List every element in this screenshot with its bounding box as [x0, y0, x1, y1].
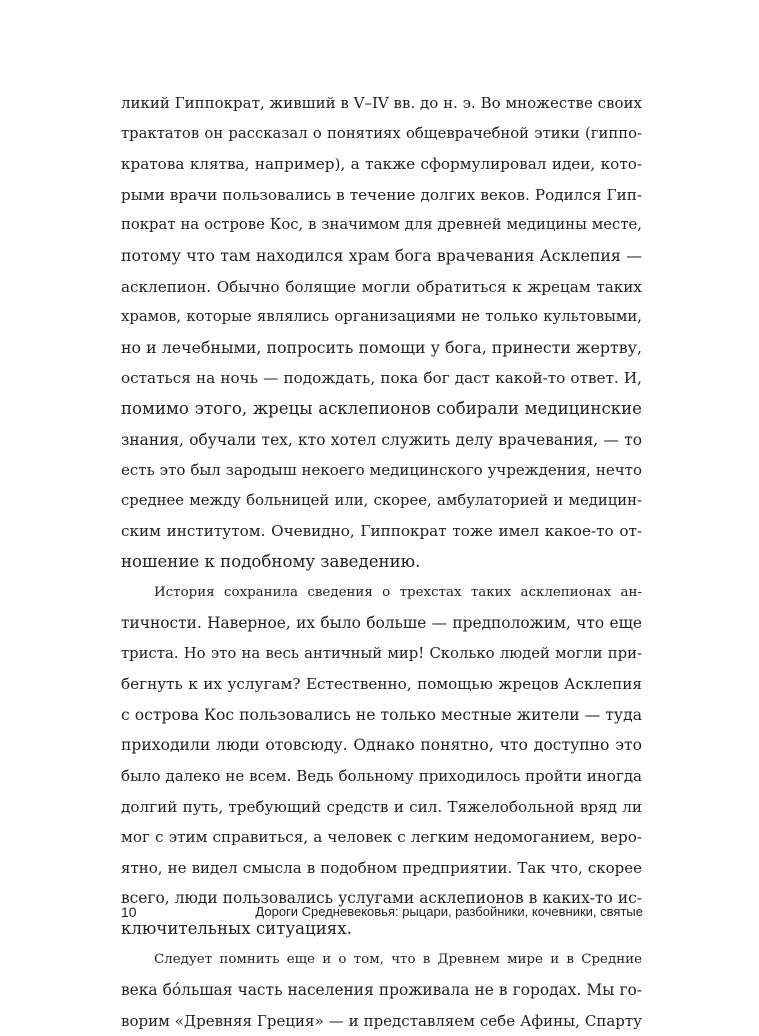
text-line: было далеко не всем. Ведь больному приходилось пройти иногда — [121, 767, 642, 786]
text-line: Следует помнить еще и о том, что в Древнем мире и в Средние — [154, 951, 642, 967]
text-line: остаться на ночь — подождать, пока бог даст какой-то ответ. И, — [121, 369, 642, 388]
text-line: с острова Кос пользовались не только местные жители — туда — [121, 705, 642, 724]
text-line: ношение к подобному заведению. — [121, 551, 421, 571]
running-title: Дороги Средневековья: рыцари, разбойники, кочевники, святые — [255, 904, 643, 919]
text-line: долгий путь, требующий средств и сил. Тяжелобольной вряд ли — [121, 797, 642, 816]
text-line: но и лечебными, попросить помощи у бога, принести жертву, — [121, 337, 642, 357]
text-line: приходили люди отовсюду. Однако понятно, что доступно это — [121, 736, 642, 755]
text-line: века бóльшая часть населения проживала не в городах. Мы го- — [121, 981, 642, 1000]
text-line: тичности. Наверное, их было больше — предположим, что еще — [121, 614, 642, 633]
text-line: ятно, не видел смысла в подобном предприятии. Так что, скорее — [121, 858, 642, 877]
text-body — [121, 88, 642, 1036]
text-line: ворим «Древняя Греция» — и представляем себе Афины, Спарту — [121, 1011, 642, 1030]
text-line: потому что там находился храм бога врачевания Асклепия — — [121, 245, 642, 265]
text-line: ским институтом. Очевидно, Гиппократ тоже имел какое-то от- — [121, 522, 642, 541]
text-line: мог с этим справиться, а человек с легким недомоганием, веро- — [121, 828, 642, 847]
text-line: кратова клятва, например), а также сформулировал идеи, кото- — [121, 155, 642, 174]
text-line: трактатов он рассказал о понятиях общеврачебной этики (гиппо- — [121, 124, 642, 142]
text-line: всего, люди пользовались услугами асклепионов в каких-то ис- — [121, 889, 642, 908]
text-line: знания, обучали тех, кто хотел служить делу врачевания, — то — [121, 430, 642, 449]
text-line: ликий Гиппократ, живший в V–IV вв. до н. э. Во множестве своих — [121, 94, 642, 112]
text-line: асклепион. Обычно болящие могли обратиться к жрецам таких — [121, 277, 642, 296]
text-line: рыми врачи пользовались в течение долгих веков. Родился Гип- — [121, 185, 642, 204]
text-line: пократ на острове Кос, в значимом для древней медицины месте, — [121, 216, 642, 234]
text-line: храмов, которые являлись организациями не только культовыми, — [121, 308, 642, 326]
text-line: триста. Но это на весь античный мир! Сколько людей могли при- — [121, 644, 642, 662]
text-line: есть это был зародыш некоего медицинского учреждения, нечто — [121, 461, 642, 480]
page-number: 10 — [121, 904, 137, 920]
text-line: ключительных ситуациях. — [121, 919, 352, 939]
text-line: среднее между больницей или, скорее, амбулаторией и медицин- — [121, 491, 642, 509]
text-line: бегнуть к их услугам? Естественно, помощью жрецов Асклепия — [121, 675, 642, 694]
text-line: История сохранила сведения о трехстах таких асклепионах ан- — [154, 584, 642, 600]
text-line: помимо этого, жрецы асклепионов собирали медицинские — [121, 398, 642, 418]
